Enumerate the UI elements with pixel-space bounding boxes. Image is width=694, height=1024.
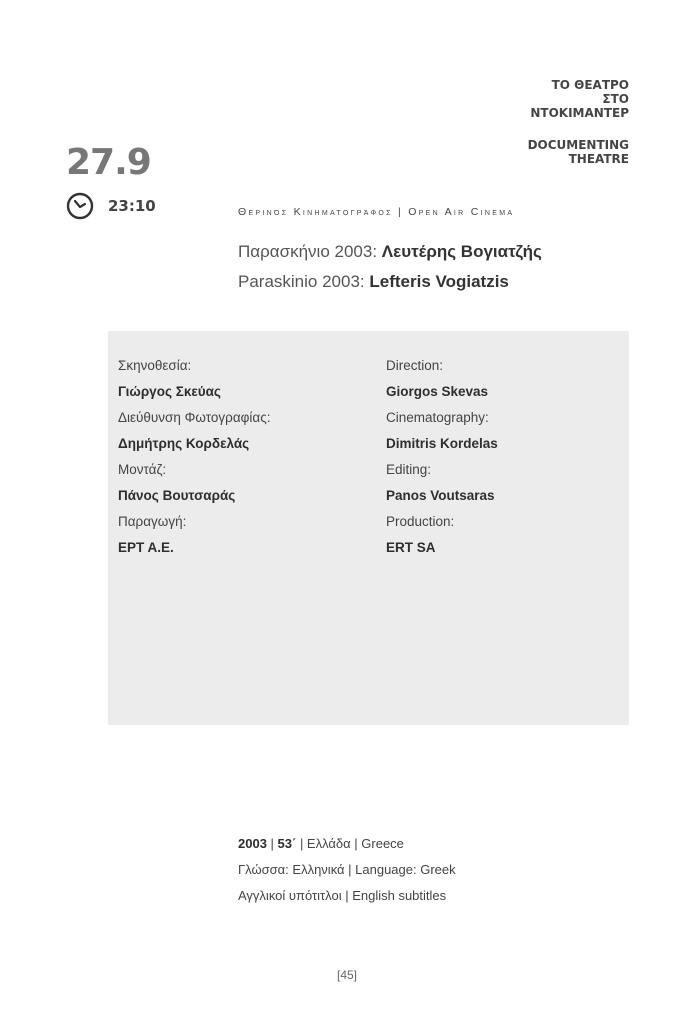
film-language: Γλώσσα: Ελληνικά | Language: Greek [238,862,456,877]
credit-label: Production: [386,514,455,529]
section-title-english [499,138,629,166]
section-title-line: THEATRE [568,152,629,166]
film-country: | Ελλάδα | Greece [296,836,404,851]
section-title-line: ΤΟ ΘΕΑΤΡΟ [551,78,629,92]
credit-value: Giorgos Skevas [386,384,489,399]
credit-label: Παραγωγή: [118,514,187,529]
section-title-greek [499,78,629,120]
credits-english-column [386,353,498,561]
film-title-greek [238,242,542,262]
film-title-subject: Lefteris Vogiatzis [369,272,509,291]
credit-label: Σκηνοθεσία: [118,358,192,373]
screening-time: 23:10 [108,197,156,215]
credit-value: Γιώργος Σκεύας [118,384,221,399]
film-title-english [238,272,509,292]
credit-label: Editing: [386,462,432,477]
credit-label: Direction: [386,358,444,373]
screening-date: 27.9 [66,142,151,183]
film-title-prefix: Paraskinio 2003: [238,272,370,291]
film-info-line: 2003 | 53΄ | Ελλάδα | Greece [238,836,404,851]
credit-value: Δημήτρης Κορδελάς [118,436,250,451]
credit-label: Διεύθυνση Φωτογραφίας: [118,410,271,425]
screening-time-row [66,192,156,220]
credit-label: Cinematography: [386,410,489,425]
film-subtitles: Αγγλικοί υπότιτλοι | English subtitles [238,888,447,903]
section-title-line: DOCUMENTING [527,138,629,152]
film-title-prefix: Παρασκήνιο 2003: [238,242,382,261]
credit-value: Dimitris Kordelas [386,436,498,451]
credits-greek-column [118,353,270,561]
credit-label: Μοντάζ: [118,462,167,477]
credit-value: ΕΡΤ Α.Ε. [118,540,174,555]
film-duration: 53΄ [277,836,297,851]
credit-value: Panos Voutsaras [386,488,495,503]
venue: Θερινός Κινηματογράφος | Open Air Cinema [238,206,515,218]
film-year: 2003 [238,836,267,851]
page-number: [45] [336,968,357,982]
section-title-line: ΣΤΟ [602,92,629,106]
clock-icon [66,192,94,220]
section-title-line: ΝΤΟΚΙΜΑΝΤΕΡ [530,106,629,120]
film-title-subject: Λευτέρης Βογιατζής [381,242,542,261]
credit-value: ERT SA [386,540,436,555]
credits-box [108,331,629,725]
credit-value: Πάνος Βουτσαράς [118,488,236,503]
